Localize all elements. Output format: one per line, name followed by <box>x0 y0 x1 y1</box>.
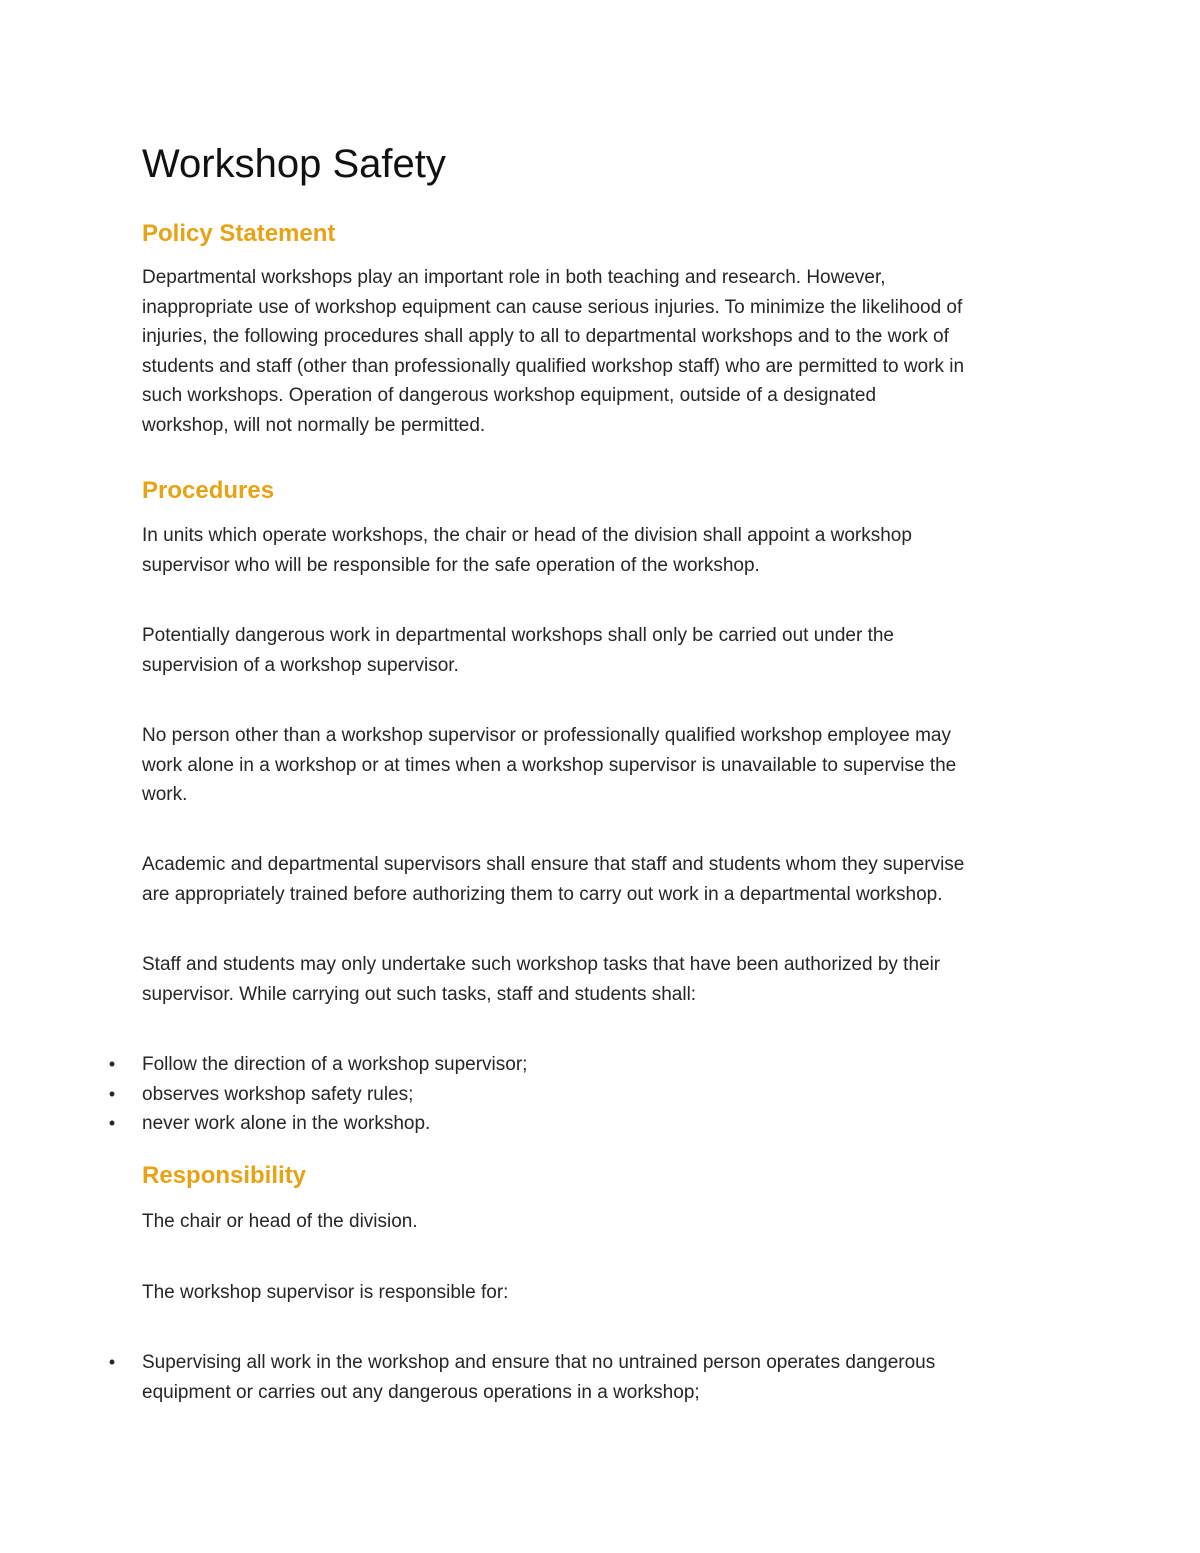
list-item <box>107 1109 527 1139</box>
list-item-text: never work alone in the workshop. <box>142 1113 431 1134</box>
bullet-icon: • <box>108 1083 116 1104</box>
text-line: inappropriate use of workshop equipment can cause serious injuries. To minimize the likelihood of <box>142 296 963 318</box>
text-line: The workshop supervisor is responsible for: <box>142 1282 509 1303</box>
text-line: Potentially dangerous work in departmental workshops shall only be carried out under the <box>142 625 894 646</box>
text-line: work. <box>142 784 188 805</box>
bullet-icon: • <box>108 1113 116 1133</box>
text-line: students and staff (other than professionally qualified workshop staff) who are permitted to work in <box>142 355 965 377</box>
text-line: Staff and students may only undertake such workshop tasks that have been authorized by their <box>142 954 941 975</box>
list-item-text: Follow the direction of a workshop supervisor; <box>142 1054 528 1075</box>
text-line: Academic and departmental supervisors shall ensure that staff and students whom they supervise <box>142 854 965 875</box>
bullet-icon: • <box>108 1352 116 1372</box>
text-line: No person other than a workshop supervisor or professionally qualified workshop employee may <box>142 725 951 746</box>
procedures-heading: Procedures <box>142 477 275 504</box>
procedures-paragraph-1 <box>142 521 1042 580</box>
text-line: Departmental workshops play an important role in both teaching and research. However, <box>142 267 886 288</box>
procedures-paragraph-5 <box>142 950 1042 1009</box>
policy-statement-heading: Policy Statement <box>142 220 336 247</box>
responsibility-heading: Responsibility <box>142 1162 307 1189</box>
text-line: such workshops. Operation of dangerous workshop equipment, outside of a designated <box>142 385 877 406</box>
list-item-text: observes workshop safety rules; <box>142 1083 414 1105</box>
list-item-text: Supervising all work in the workshop and ensure that no untrained person operates dangerous <box>142 1352 936 1373</box>
responsibility-paragraph-2 <box>142 1278 1042 1308</box>
procedures-paragraph-4 <box>142 850 1042 909</box>
text-line: supervision of a workshop supervisor. <box>142 654 459 676</box>
list-item <box>107 1050 527 1080</box>
text-line: supervisor who will be responsible for the safe operation of the workshop. <box>142 554 760 576</box>
procedures-paragraph-3 <box>142 721 1042 810</box>
document-title: Workshop Safety <box>142 142 446 186</box>
text-line: supervisor. While carrying out such tasks, staff and students shall: <box>142 983 697 1005</box>
policy-statement-paragraph <box>142 263 1042 440</box>
text-line: injuries, the following procedures shall apply to all to departmental workshops and to the work of <box>142 326 949 347</box>
procedures-bullet-list <box>107 1050 527 1139</box>
list-item <box>107 1080 527 1110</box>
procedures-paragraph-2 <box>142 621 1042 680</box>
text-line: work alone in a workshop or at times when a workshop supervisor is unavailable to supervise the <box>142 754 957 776</box>
text-line: workshop, will not normally be permitted. <box>142 414 486 436</box>
text-line: In units which operate workshops, the chair or head of the division shall appoint a workshop <box>142 525 912 546</box>
responsibility-paragraph-1 <box>142 1207 1042 1237</box>
list-item <box>107 1348 935 1407</box>
list-item-text: equipment or carries out any dangerous operations in a workshop; <box>142 1381 700 1403</box>
bullet-icon: • <box>108 1054 116 1074</box>
text-line: The chair or head of the division. <box>142 1211 418 1232</box>
responsibility-bullet-list <box>107 1348 935 1407</box>
text-line: are appropriately trained before authorizing them to carry out work in a departmental workshop. <box>142 883 943 905</box>
